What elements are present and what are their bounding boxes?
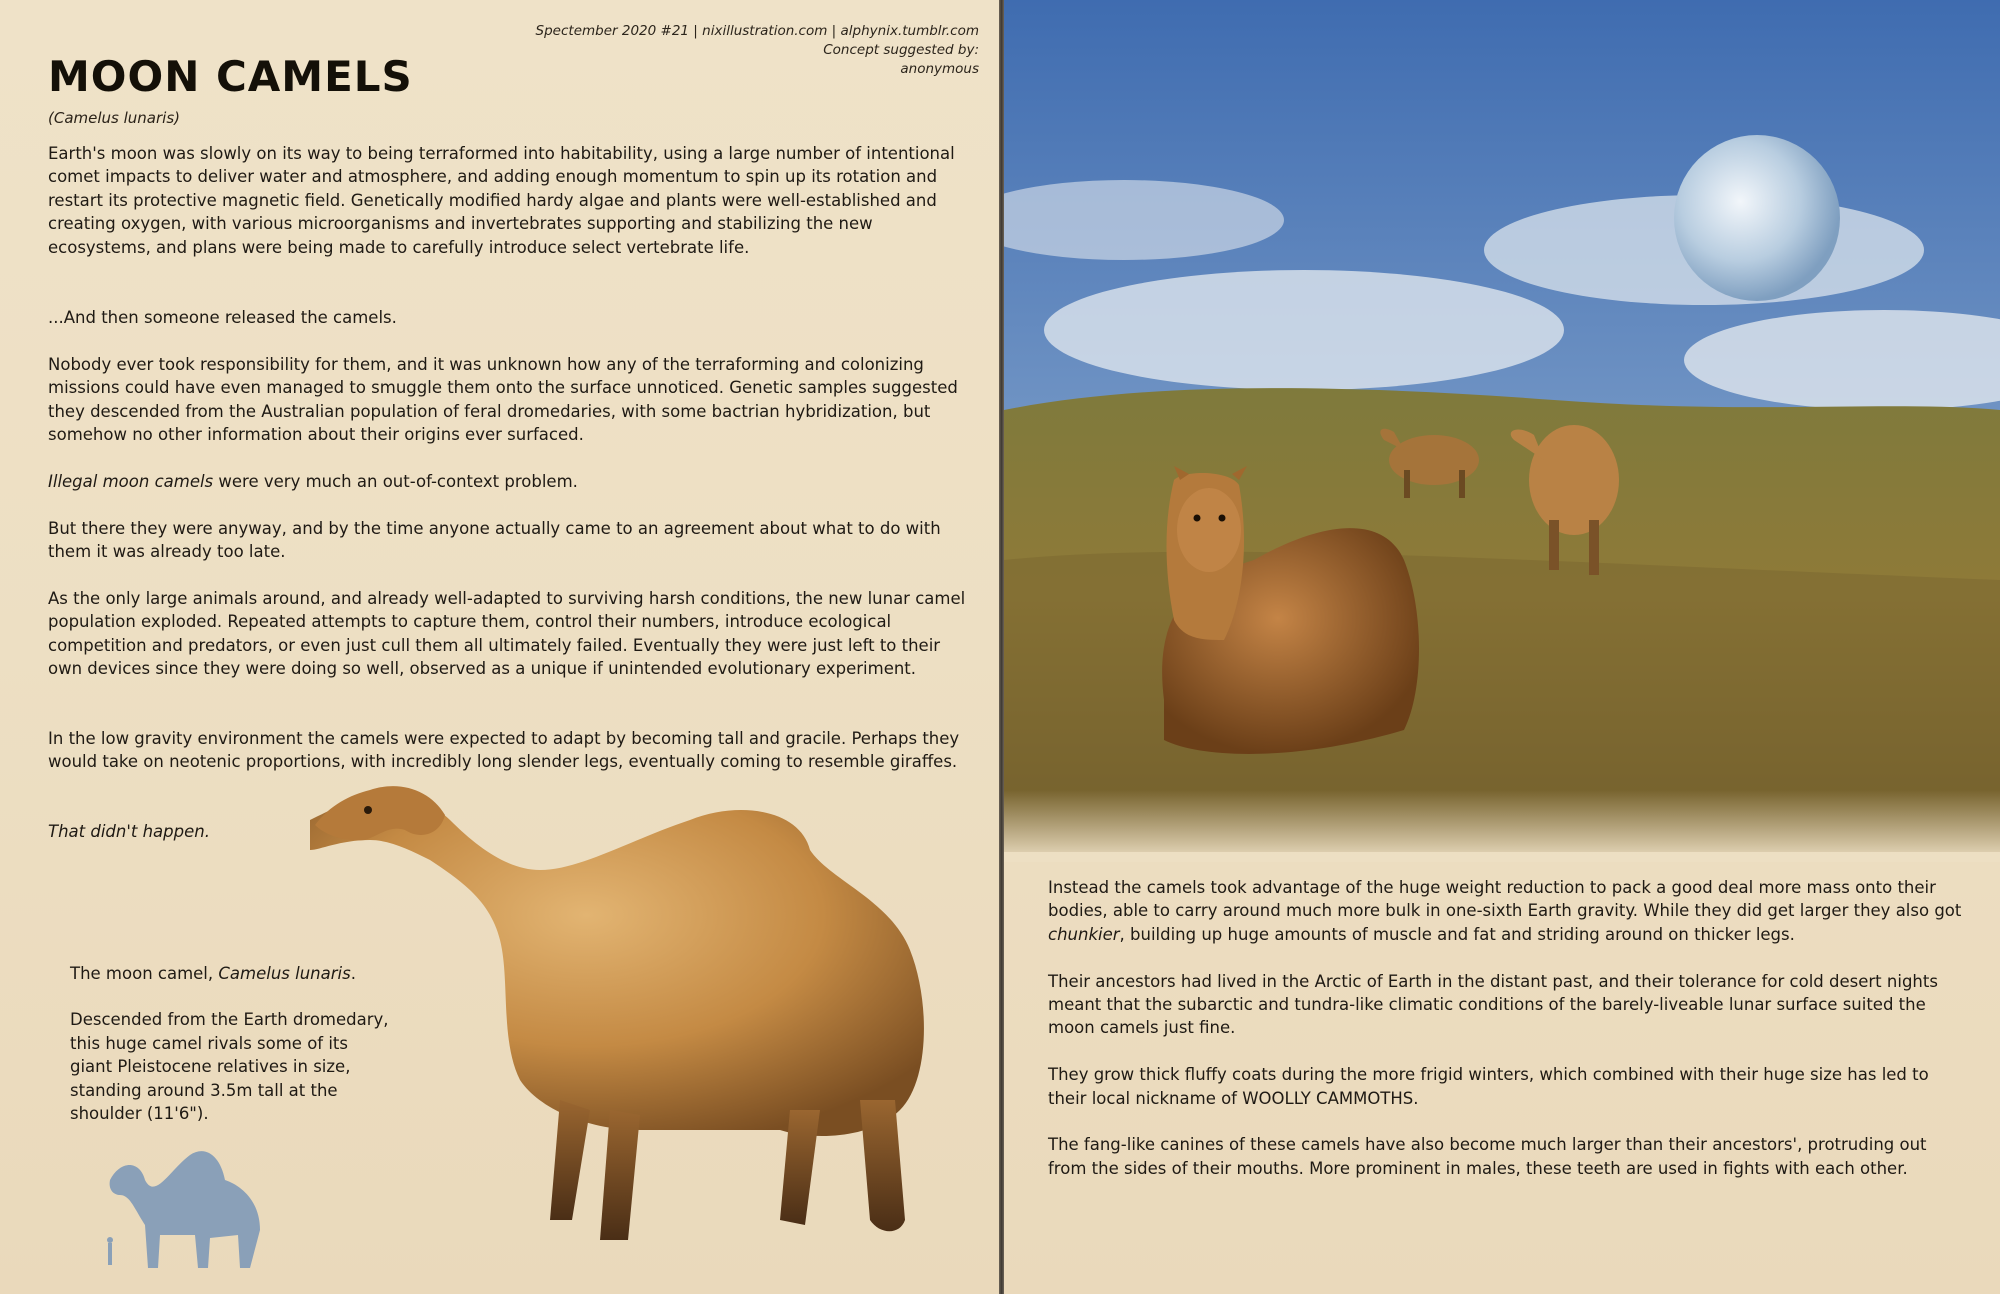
paragraph-terraforming: Earth's moon was slowly on its way to being terraformed into habitability, using a large number of intentional comet impacts to deliver water and atmosphere, and adding enough momentum to spin up its rotation and restart its protective magnetic field. Genetically modified hardy algae and plants were well-established and creating oxygen, with various microorganisms and invertebrates supporting and stabilizing the new ecosystems, and plans were being made to carefully introduce select vertebrate life. xyxy=(48,144,955,257)
chunkier-start: Instead the camels took advantage of the huge weight reduction to pack a good deal more mass onto their bodies, able to carry around much more bulk in one-sixth Earth gravity. While they did get larger they also got xyxy=(1048,878,1962,921)
paragraph-illegal xyxy=(48,470,968,493)
right-column-text xyxy=(1048,876,1968,1204)
illegal-emphasis: Illegal moon camels xyxy=(48,472,214,491)
paragraph-canines: The fang-like canines of these camels have also become much larger than their ancestors', protruding out from the sides of their mouths. More prominent in males, these teeth are used in fights with each other. xyxy=(1048,1135,1927,1178)
chunkier-end: , building up huge amounts of muscle and fat and striding around on thicker legs. xyxy=(1119,924,1795,944)
paragraph-too-late: But there they were anyway, and by the time anyone actually came to an agreement about what to do with them it was already too late. xyxy=(48,519,941,562)
caption-title-start: The moon camel, xyxy=(70,964,219,983)
left-page xyxy=(0,0,999,1294)
paragraph-released: ...And then someone released the camels. xyxy=(48,308,397,327)
right-page xyxy=(1004,0,2000,1294)
illegal-rest: were very much an out-of-context problem. xyxy=(213,472,578,491)
paragraph-chunkier xyxy=(1048,876,1968,946)
paragraph-woolly: They grow thick fluffy coats during the more frigid winters, which combined with their huge size has led to their local nickname of WOOLLY CAMMOTHS. xyxy=(1048,1065,1929,1108)
paragraph-origins: Nobody ever took responsibility for them, and it was unknown how any of the terraforming and colonizing missions could have even managed to smuggle them onto the surface unnoticed. Genetic samples suggested they descended from the Australian population of feral dromedaries, with some bactrian hybridization, but somehow no other information about their origins ever surfaced. xyxy=(48,355,958,445)
moon-camel-illustration xyxy=(310,780,990,1260)
page-title: MOON CAMELS xyxy=(48,52,413,101)
chunkier-emphasis: chunkier xyxy=(1048,924,1120,944)
scientific-name: (Camelus lunaris) xyxy=(48,109,180,127)
credit-line: Spectember 2020 #21 | nixillustration.com | alphynix.tumblr.com xyxy=(535,23,979,39)
didnt-happen-emphasis: That didn't happen. xyxy=(48,822,210,841)
paragraph-population: As the only large animals around, and already well-adapted to surviving harsh conditions, the new lunar camel population exploded. Repeated attempts to capture them, control their numbers, introduce ecological competition and predators, or even just cull them all ultimately failed. Eventually they were just left to their own devices since they were doing so well, observed as a unique if unintended evolutionary experiment. xyxy=(48,589,966,679)
caption-species: Camelus lunaris xyxy=(218,964,351,983)
paragraph-expectation: In the low gravity environment the camels were expected to adapt by becoming tall and gracile. Perhaps they would take on neotenic proportions, with incredibly long slender legs, eventually coming to resemble giraffes. xyxy=(48,729,960,772)
paragraph-arctic: Their ancestors had lived in the Arctic of Earth in the distant past, and their tolerance for cold desert nights meant that the subarctic and tundra-like climatic conditions of the barely-liveable lunar surface suited the moon camels just fine. xyxy=(1048,971,1938,1038)
concept-credit-name: anonymous xyxy=(900,61,979,77)
size-comparison-silhouette xyxy=(100,1140,270,1270)
caption-title-end: . xyxy=(350,964,356,983)
scene-fade xyxy=(1004,790,2000,862)
caption-description: Descended from the Earth dromedary, this huge camel rivals some of its giant Pleistocene relatives in size, standing around 3.5m tall at the shoulder (11'6"). xyxy=(70,1010,389,1124)
moon-landscape-scene xyxy=(1004,0,2000,852)
concept-credit-label: Concept suggested by: xyxy=(823,42,979,58)
earth-in-sky xyxy=(1674,135,1840,301)
